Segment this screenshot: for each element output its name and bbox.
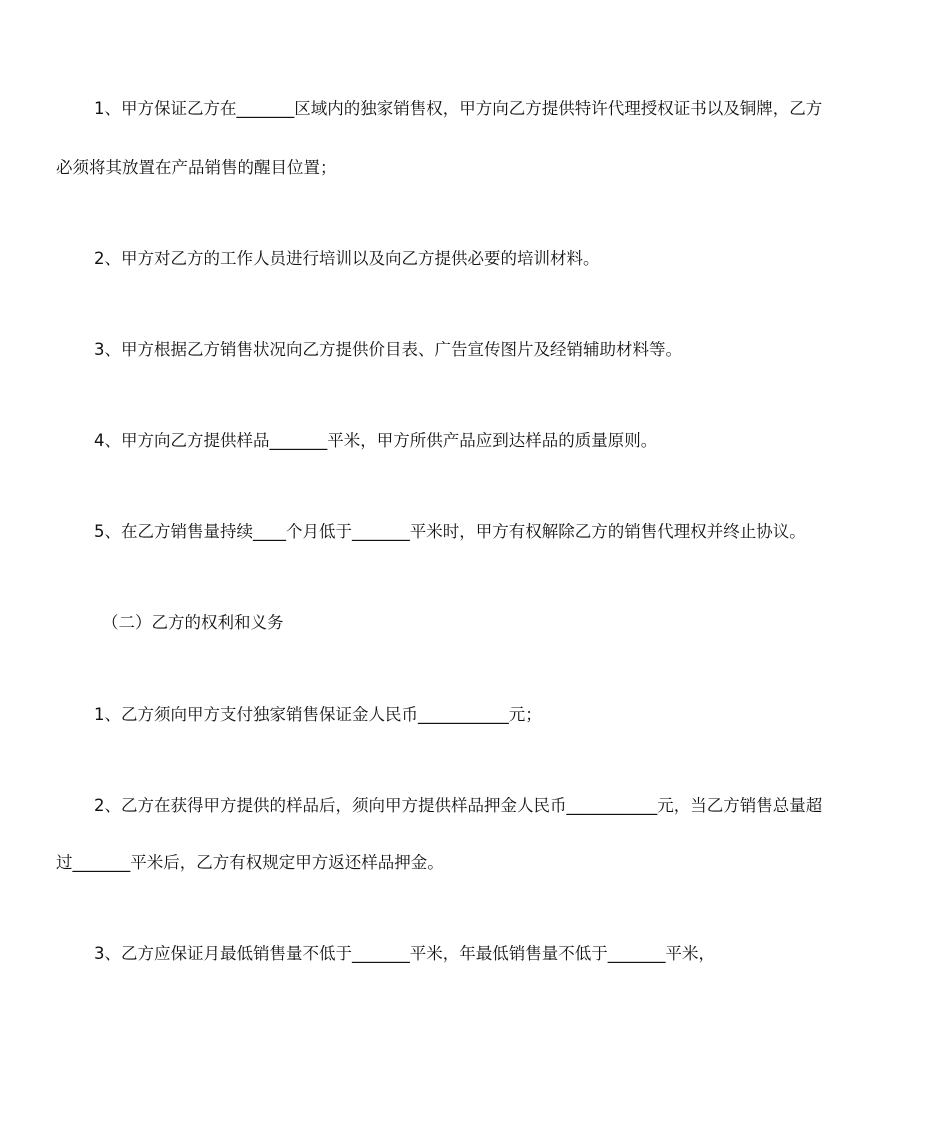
clause-party-b-1: 1、乙方须向甲方支付独家销售保证金人民币___________元； xyxy=(94,705,542,724)
clause-party-a-3: 3、甲方根据乙方销售状况向乙方提供价目表、广告宣传图片及经销辅助材料等。 xyxy=(94,340,682,359)
clause-party-b-2-line-2: 过_______平米后，乙方有权规定甲方返还样品押金。 xyxy=(56,853,444,872)
clause-party-b-3: 3、乙方应保证月最低销售量不低于_______平米，年最低销售量不低于_______平米， xyxy=(94,944,715,963)
clause-party-a-1-line-2: 必须将其放置在产品销售的醒目位置； xyxy=(56,158,337,177)
clause-party-b-2-line-1: 2、乙方在获得甲方提供的样品后，须向甲方提供样品押金人民币___________元，当乙方销售总量超 xyxy=(94,796,823,815)
clause-party-a-2: 2、甲方对乙方的工作人员进行培训以及向乙方提供必要的培训材料。 xyxy=(94,249,600,268)
clause-party-a-5: 5、在乙方销售量持续____个月低于_______平米时，甲方有权解除乙方的销售代理权并终止协议。 xyxy=(94,522,806,541)
section-heading-party-b: （二）乙方的权利和义务 xyxy=(102,613,284,632)
clause-party-a-4: 4、甲方向乙方提供样品_______平米，甲方所供产品应到达样品的质量原则。 xyxy=(94,431,658,450)
clause-party-a-1-line-1: 1、甲方保证乙方在_______区域内的独家销售权，甲方向乙方提供特许代理授权证书以及铜牌，乙方 xyxy=(94,99,823,118)
